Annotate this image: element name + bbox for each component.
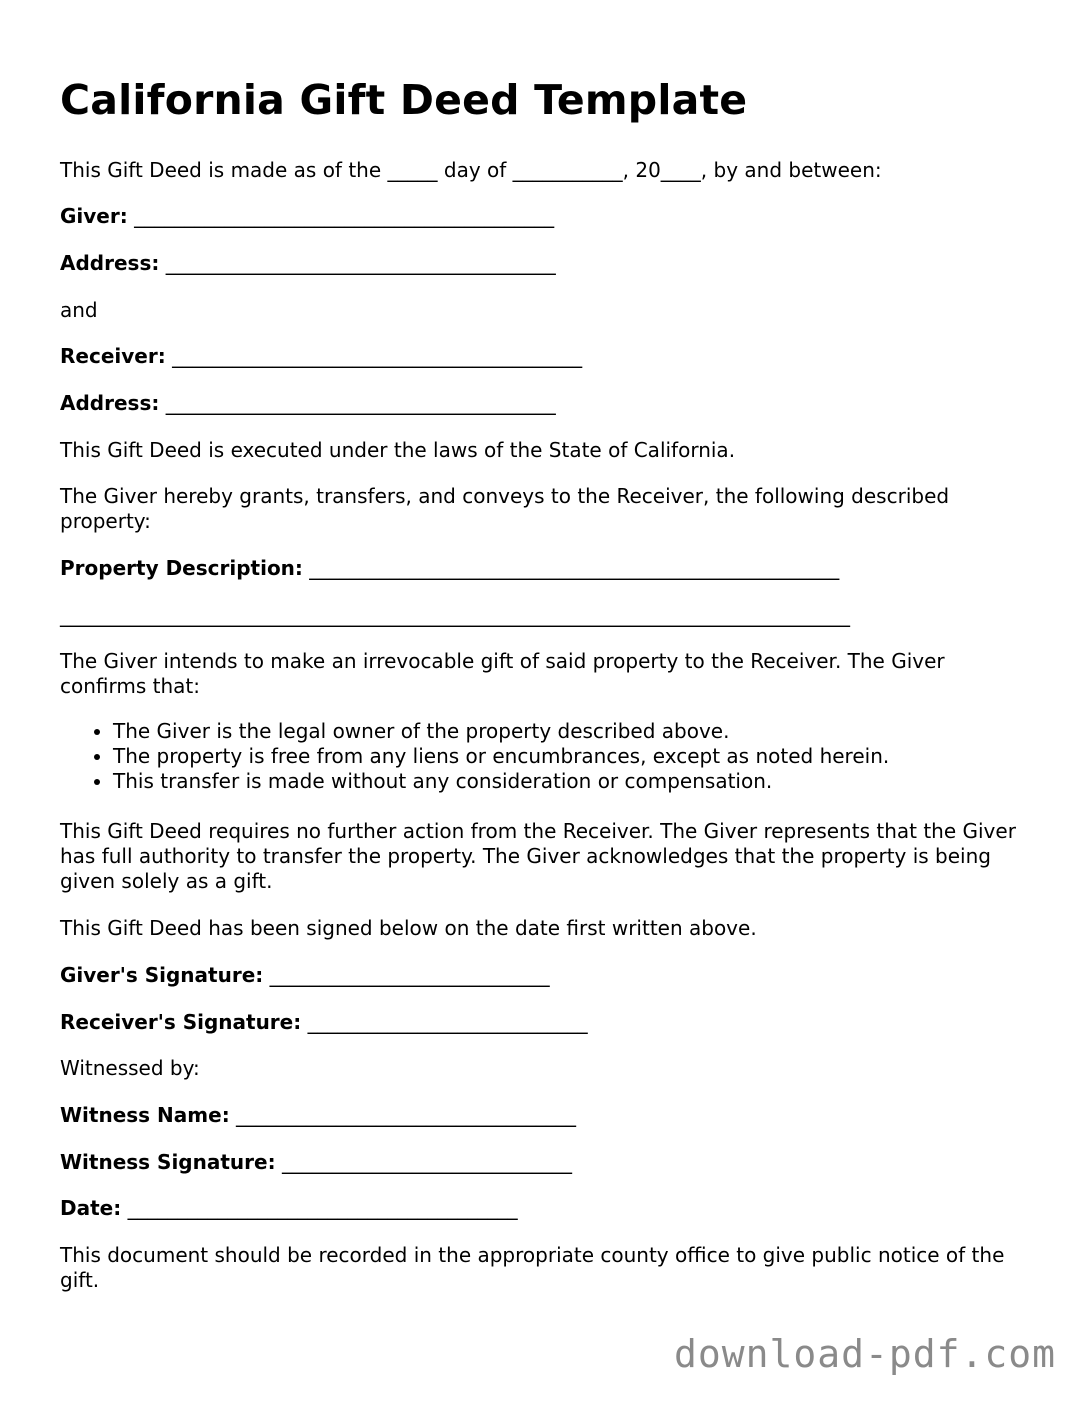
intro-paragraph: This Gift Deed is made as of the _____ day of ___________, 20____, by and between: [60, 158, 882, 182]
witness-name-blank[interactable]: __________________________________ [236, 1103, 577, 1127]
witness-name-label: Witness Name: [60, 1103, 230, 1127]
receiver-label: Receiver: [60, 344, 166, 368]
giver-address-blank[interactable]: _______________________________________ [165, 251, 556, 275]
laws-paragraph: This Gift Deed is executed under the laws of the State of California. [60, 438, 736, 462]
receiver-signature-blank[interactable]: ____________________________ [307, 1010, 588, 1034]
giver-signature-blank[interactable]: ____________________________ [269, 963, 550, 987]
giver-signature-field [60, 963, 550, 988]
confirmations-list [60, 719, 889, 794]
grant-paragraph: The Giver hereby grants, transfers, and conveys to the Receiver, the following described property: [60, 484, 950, 533]
giver-signature-label: Giver's Signature: [60, 963, 264, 987]
recording-paragraph: This document should be recorded in the appropriate county office to give public notice of the gift. [60, 1243, 1005, 1292]
witness-signature-label: Witness Signature: [60, 1150, 276, 1174]
giver-address-field [60, 251, 556, 276]
giver-field [60, 204, 554, 229]
receiver-signature-field [60, 1010, 588, 1035]
property-description-blank-line2[interactable]: _______________________________________________________________________________ [60, 603, 850, 627]
receiver-address-field [60, 391, 556, 416]
witnessed-by-text: Witnessed by: [60, 1056, 200, 1080]
list-item: • The Giver is the legal owner of the property described above. [113, 719, 889, 744]
property-description-blank[interactable]: _____________________________________________________ [309, 556, 840, 580]
receiver-blank[interactable]: _________________________________________ [172, 344, 583, 368]
signed-paragraph: This Gift Deed has been signed below on the date first written above. [60, 916, 757, 940]
property-description-label: Property Description: [60, 556, 303, 580]
document-title: California Gift Deed Template [60, 76, 748, 124]
giver-blank[interactable]: __________________________________________ [134, 204, 555, 228]
date-blank[interactable]: _______________________________________ [127, 1196, 518, 1220]
watermark: download-pdf.com [673, 1332, 1056, 1376]
list-item: • This transfer is made without any consideration or compensation. [113, 769, 889, 794]
receiver-signature-label: Receiver's Signature: [60, 1010, 302, 1034]
giver-label: Giver: [60, 204, 128, 228]
witness-signature-field [60, 1150, 572, 1175]
receiver-field [60, 344, 582, 369]
date-label: Date: [60, 1196, 122, 1220]
witness-name-field [60, 1103, 576, 1128]
witness-signature-blank[interactable]: _____________________________ [281, 1150, 572, 1174]
receiver-address-blank[interactable]: _______________________________________ [165, 391, 556, 415]
and-text: and [60, 298, 98, 322]
property-description-field [60, 556, 839, 581]
date-field [60, 1196, 518, 1221]
no-action-paragraph: This Gift Deed requires no further action from the Receiver. The Giver represents that the Giver has full authority to transfer the property. The Giver acknowledges that the property is being given solely as a gift. [60, 819, 1016, 893]
intent-paragraph: The Giver intends to make an irrevocable gift of said property to the Receiver. The Giver confirms that: [60, 649, 945, 698]
giver-address-label: Address: [60, 251, 160, 275]
list-item: • The property is free from any liens or encumbrances, except as noted herein. [113, 744, 889, 769]
receiver-address-label: Address: [60, 391, 160, 415]
